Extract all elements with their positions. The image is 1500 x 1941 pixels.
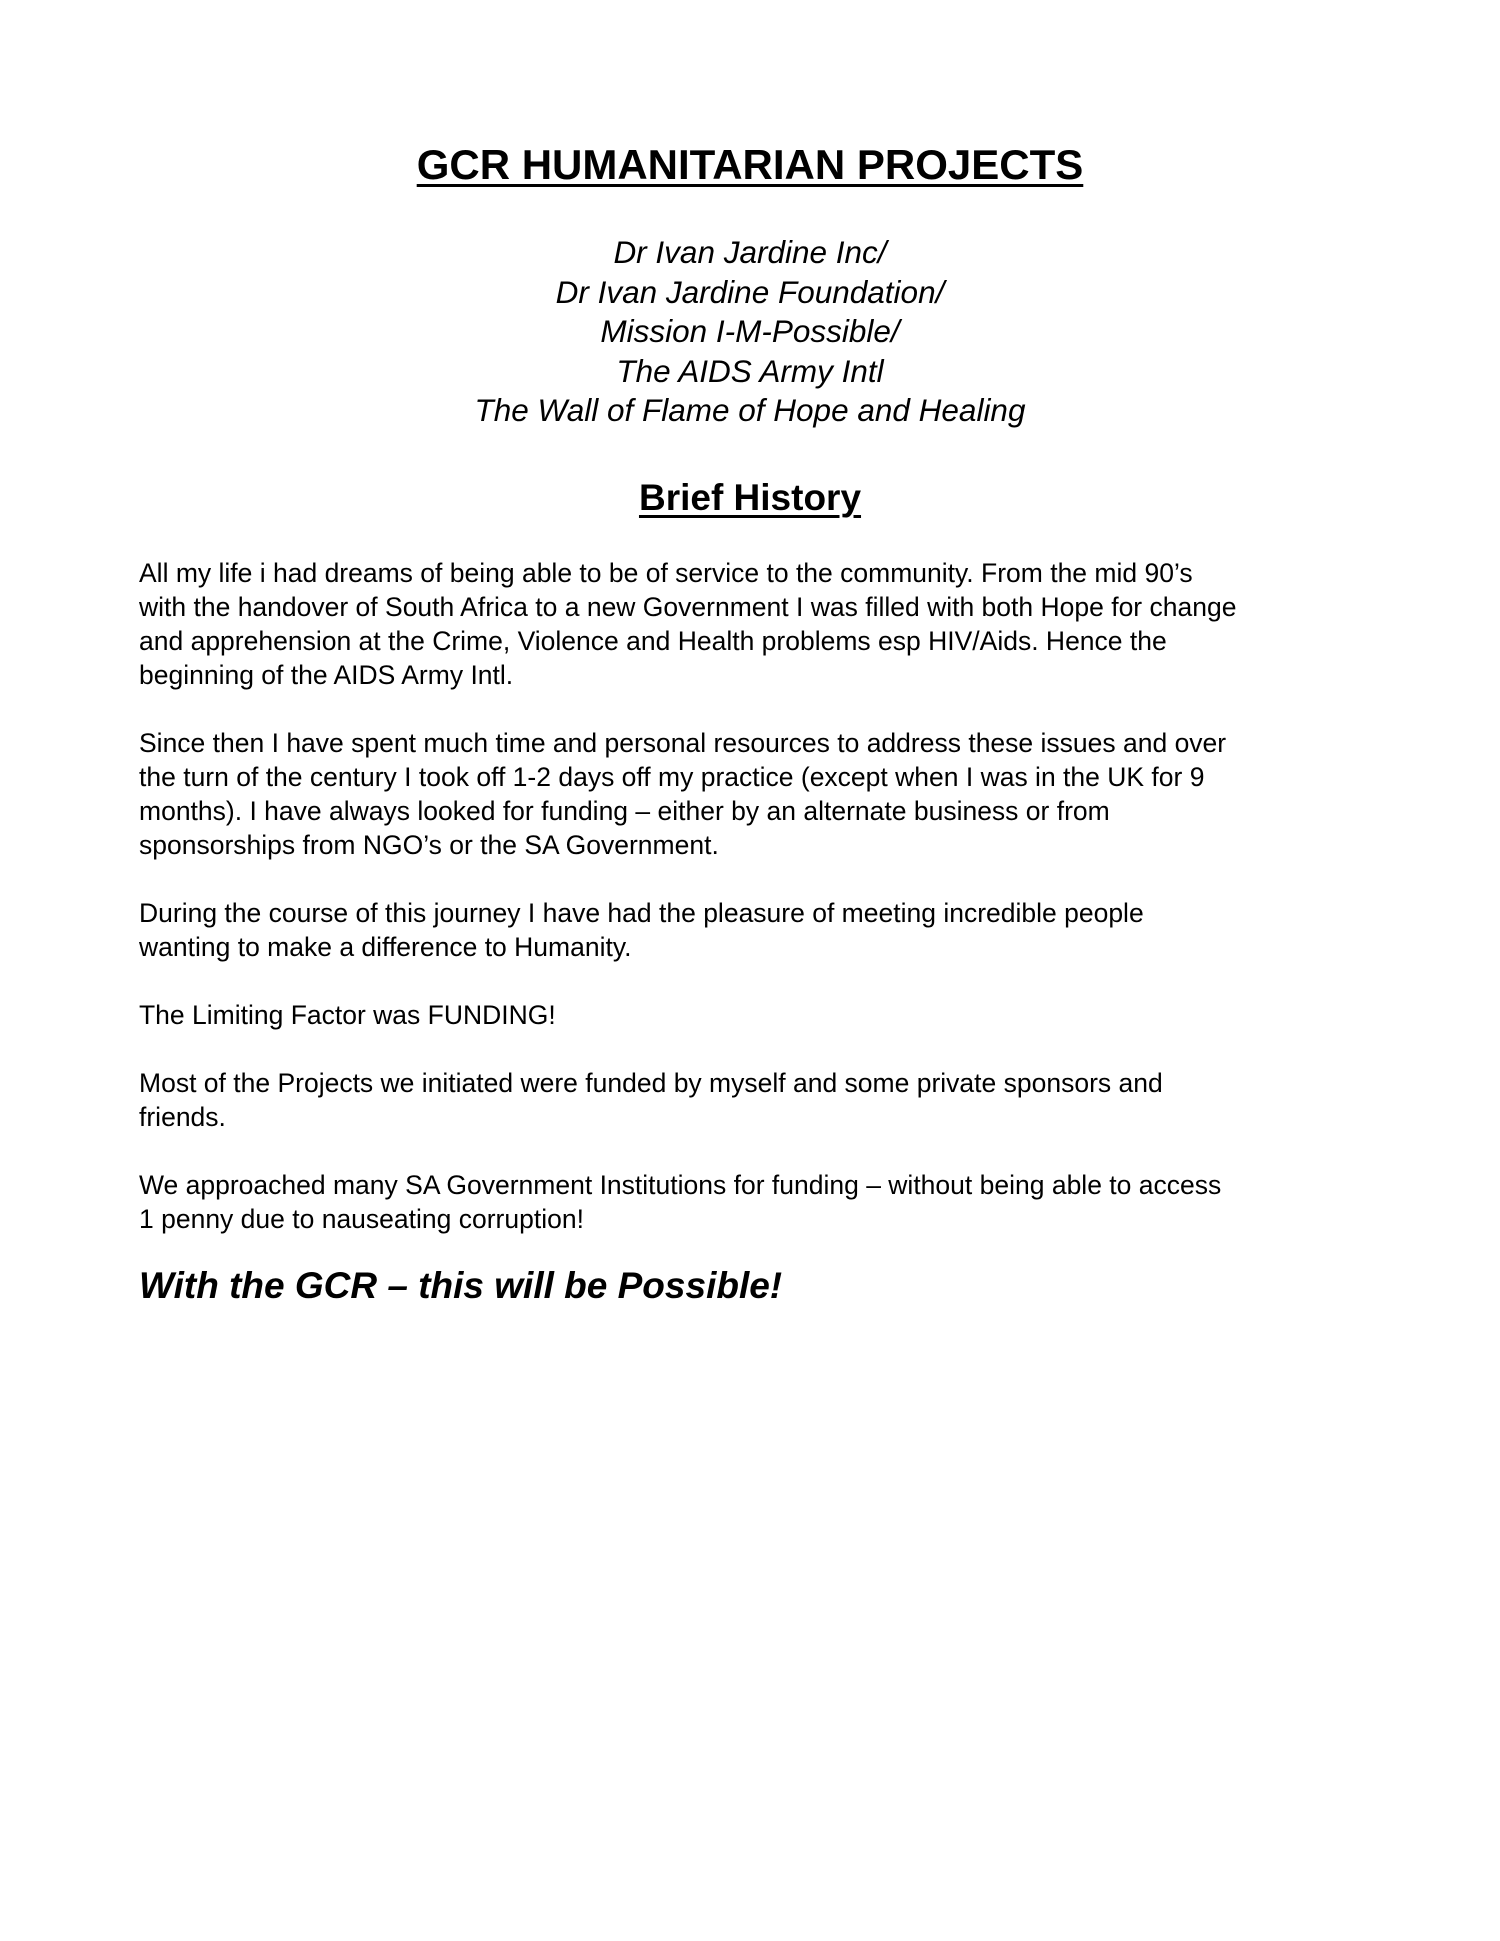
- section-heading: Brief History: [638, 477, 862, 518]
- paragraph: [139, 726, 1379, 862]
- text-line: 1 penny due to nauseating corruption!: [139, 1204, 584, 1234]
- organization-name: The Wall of Flame of Hope and Healing: [474, 392, 1026, 428]
- text-line: All my life i had dreams of being able to be of service to the community. From the mid 90’s: [139, 558, 1193, 588]
- text-line: Most of the Projects we initiated were funded by myself and some private sponsors and: [139, 1068, 1163, 1098]
- organization-name: Mission I-M-Possible/: [600, 313, 900, 349]
- closing-statement: With the GCR – this will be Possible!: [139, 1265, 783, 1306]
- text-line: We approached many SA Government Institutions for funding – without being able to access: [139, 1170, 1222, 1200]
- text-line: beginning of the AIDS Army Intl.: [139, 660, 514, 690]
- text-line: During the course of this journey I have had the pleasure of meeting incredible people: [139, 898, 1144, 928]
- organization-list: [0, 233, 1500, 431]
- organization-name: Dr Ivan Jardine Foundation/: [555, 273, 945, 310]
- text-line: months). I have always looked for funding – either by an alternate business or from: [139, 796, 1110, 826]
- paragraph: [139, 1066, 1379, 1134]
- text-line: The Limiting Factor was FUNDING!: [139, 1000, 556, 1030]
- text-line: sponsorships from NGO’s or the SA Government.: [139, 830, 719, 860]
- text-line: friends.: [139, 1102, 226, 1132]
- paragraph: [139, 1168, 1379, 1236]
- organization-name: The AIDS Army Intl: [616, 352, 884, 389]
- page-title: GCR HUMANITARIAN PROJECTS: [416, 141, 1084, 188]
- text-line: and apprehension at the Crime, Violence and Health problems esp HIV/Aids. Hence the: [139, 626, 1167, 656]
- text-line: Since then I have spent much time and personal resources to address these issues and over: [139, 728, 1227, 758]
- paragraph: [139, 896, 1379, 964]
- text-line: the turn of the century I took off 1-2 days off my practice (except when I was in the UK for 9: [139, 762, 1205, 792]
- organization-name: Dr Ivan Jardine Inc/: [613, 234, 887, 270]
- paragraph: [139, 998, 1379, 1032]
- text-line: with the handover of South Africa to a new Government I was filled with both Hope for change: [139, 592, 1237, 622]
- paragraph: [139, 556, 1379, 692]
- history-body: [139, 556, 1379, 1270]
- text-line: wanting to make a difference to Humanity.: [139, 932, 632, 962]
